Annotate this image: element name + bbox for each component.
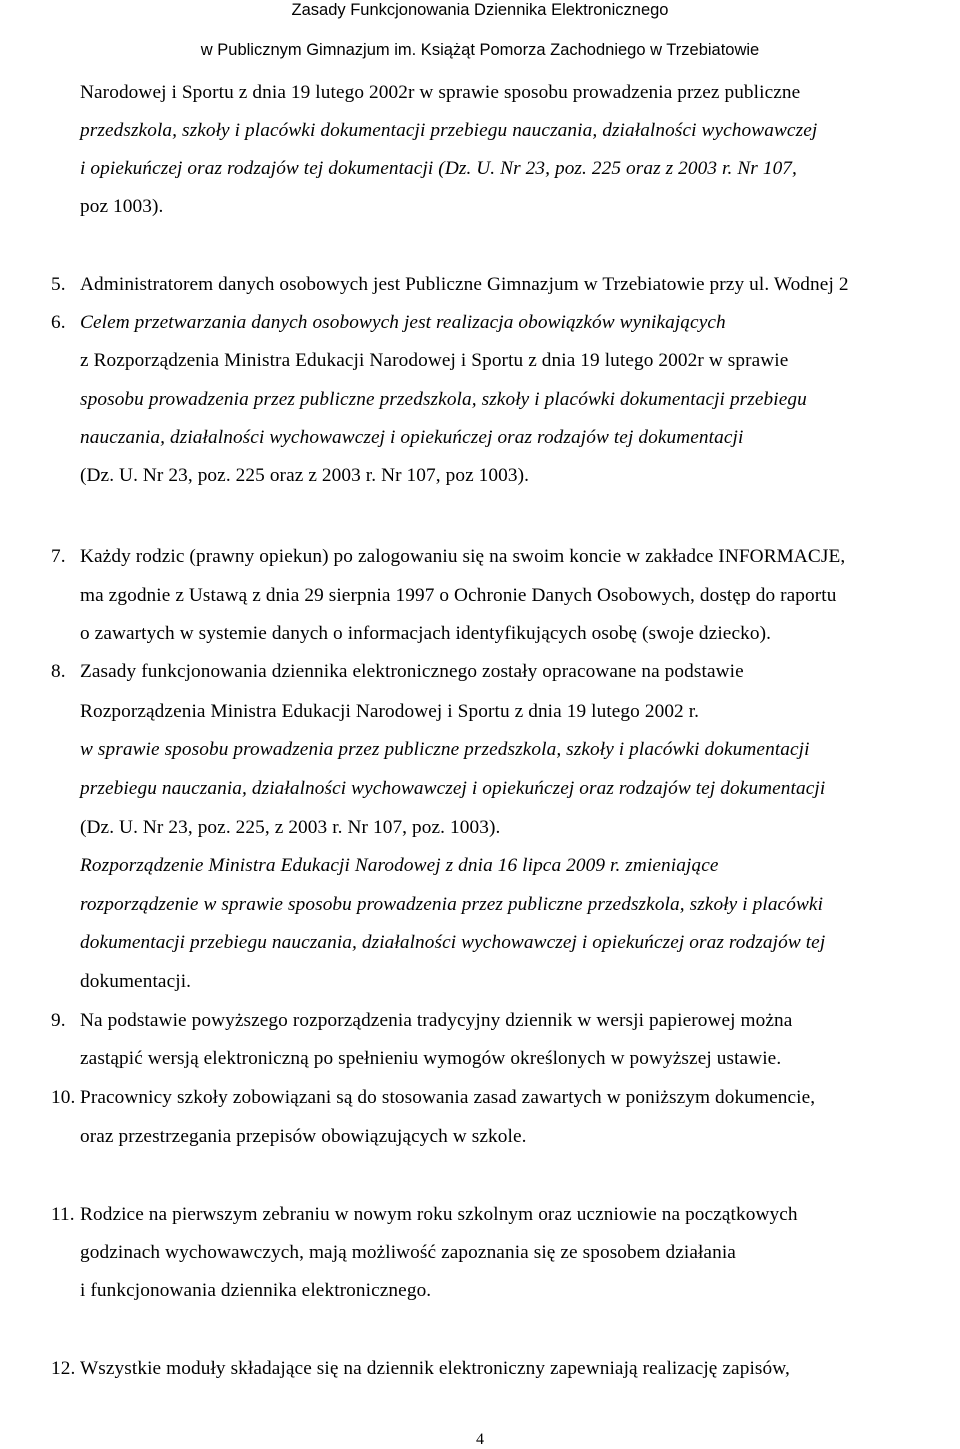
continuation-line: poz 1003). [80, 196, 164, 217]
list-item-number: 10. [51, 1087, 76, 1108]
page-header-title: Zasady Funkcjonowania Dziennika Elektronicznego [291, 1, 669, 19]
list-item-line: ma zgodnie z Ustawą z dnia 29 sierpnia 1997 o Ochronie Danych Osobowych, dostęp do raportu [80, 585, 837, 606]
list-item-number: 6. [51, 312, 66, 333]
list-item-line: Rozporządzenia Ministra Edukacji Narodowej i Sportu z dnia 19 lutego 2002 r. [80, 701, 700, 722]
list-item-number: 5. [51, 274, 66, 295]
list-item-number: 11. [51, 1204, 75, 1225]
list-item-line: Pracownicy szkoły zobowiązani są do stosowania zasad zawartych w poniższym dokumencie, [80, 1087, 816, 1108]
list-item-line: dokumentacji przebiegu nauczania, działalności wychowawczej i opiekuńczej oraz rodzajów tej [80, 932, 826, 953]
list-item-line: rozporządzenie w sprawie sposobu prowadzenia przez publiczne przedszkola, szkoły i placówki [80, 894, 824, 915]
list-item-line: godzinach wychowawczych, mają możliwość zapoznania się ze sposobem działania [80, 1242, 736, 1263]
list-item-line: w sprawie sposobu prowadzenia przez publiczne przedszkola, szkoły i placówki dokumentacji [80, 739, 810, 760]
list-item-line: Każdy rodzic (prawny opiekun) po zalogowaniu się na swoim koncie w zakładce INFORMACJE, [80, 546, 846, 567]
list-item-line: Celem przetwarzania danych osobowych jest realizacja obowiązków wynikających [80, 312, 726, 333]
list-item-line: Na podstawie powyższego rozporządzenia tradycyjny dziennik w wersji papierowej można [80, 1010, 793, 1031]
page-header-school: w Publicznym Gimnazjum im. Książąt Pomorza Zachodniego w Trzebiatowie [200, 41, 760, 59]
list-item-line: Administratorem danych osobowych jest Publiczne Gimnazjum w Trzebiatowie przy ul. Wodnej 2 [80, 274, 849, 295]
list-item-line: (Dz. U. Nr 23, poz. 225 oraz z 2003 r. Nr 107, poz 1003). [80, 465, 530, 486]
continuation-line: przedszkola, szkoły i placówki dokumentacji przebiegu nauczania, działalności wychowawczej [80, 120, 818, 141]
list-item-line: oraz przestrzegania przepisów obowiązujących w szkole. [80, 1126, 527, 1147]
list-item-line: dokumentacji. [80, 971, 192, 992]
list-item-line: Rozporządzenie Ministra Edukacji Narodowej z dnia 16 lipca 2009 r. zmieniające [80, 855, 719, 876]
list-item-line: o zawartych w systemie danych o informacjach identyfikujących osobę (swoje dziecko). [80, 623, 772, 644]
continuation-line: i opiekuńczej oraz rodzajów tej dokumentacji (Dz. U. Nr 23, poz. 225 oraz z 2003 r. Nr 107, [80, 158, 797, 179]
list-item-line: i funkcjonowania dziennika elektronicznego. [80, 1280, 432, 1301]
continuation-line: Narodowej i Sportu z dnia 19 lutego 2002r w sprawie sposobu prowadzenia przez publiczne [80, 82, 801, 103]
list-item-line: zastąpić wersją elektroniczną po spełnieniu wymogów określonych w powyższej ustawie. [80, 1048, 782, 1069]
list-item-number: 7. [51, 546, 66, 567]
list-item-line: sposobu prowadzenia przez publiczne przedszkola, szkoły i placówki dokumentacji przebiegu [80, 389, 807, 410]
page-number: 4 [476, 1431, 484, 1448]
list-item-number: 12. [51, 1358, 76, 1379]
list-item-line: Rodzice na pierwszym zebraniu w nowym roku szkolnym oraz uczniowie na początkowych [80, 1204, 798, 1225]
list-item-line: (Dz. U. Nr 23, poz. 225, z 2003 r. Nr 107, poz. 1003). [80, 817, 501, 838]
list-item-line: Wszystkie moduły składające się na dziennik elektroniczny zapewniają realizację zapisów, [80, 1358, 790, 1379]
list-item-line: przebiegu nauczania, działalności wychowawczej i opiekuńczej oraz rodzajów tej dokumentacji [80, 778, 826, 799]
list-item-line: Zasady funkcjonowania dziennika elektronicznego zostały opracowane na podstawie [80, 661, 744, 682]
list-item-number: 9. [51, 1010, 66, 1031]
list-item-number: 8. [51, 661, 66, 682]
list-item-line: z Rozporządzenia Ministra Edukacji Narodowej i Sportu z dnia 19 lutego 2002r w sprawie [80, 350, 789, 371]
list-item-line: nauczania, działalności wychowawczej i opiekuńczej oraz rodzajów tej dokumentacji [80, 427, 744, 448]
